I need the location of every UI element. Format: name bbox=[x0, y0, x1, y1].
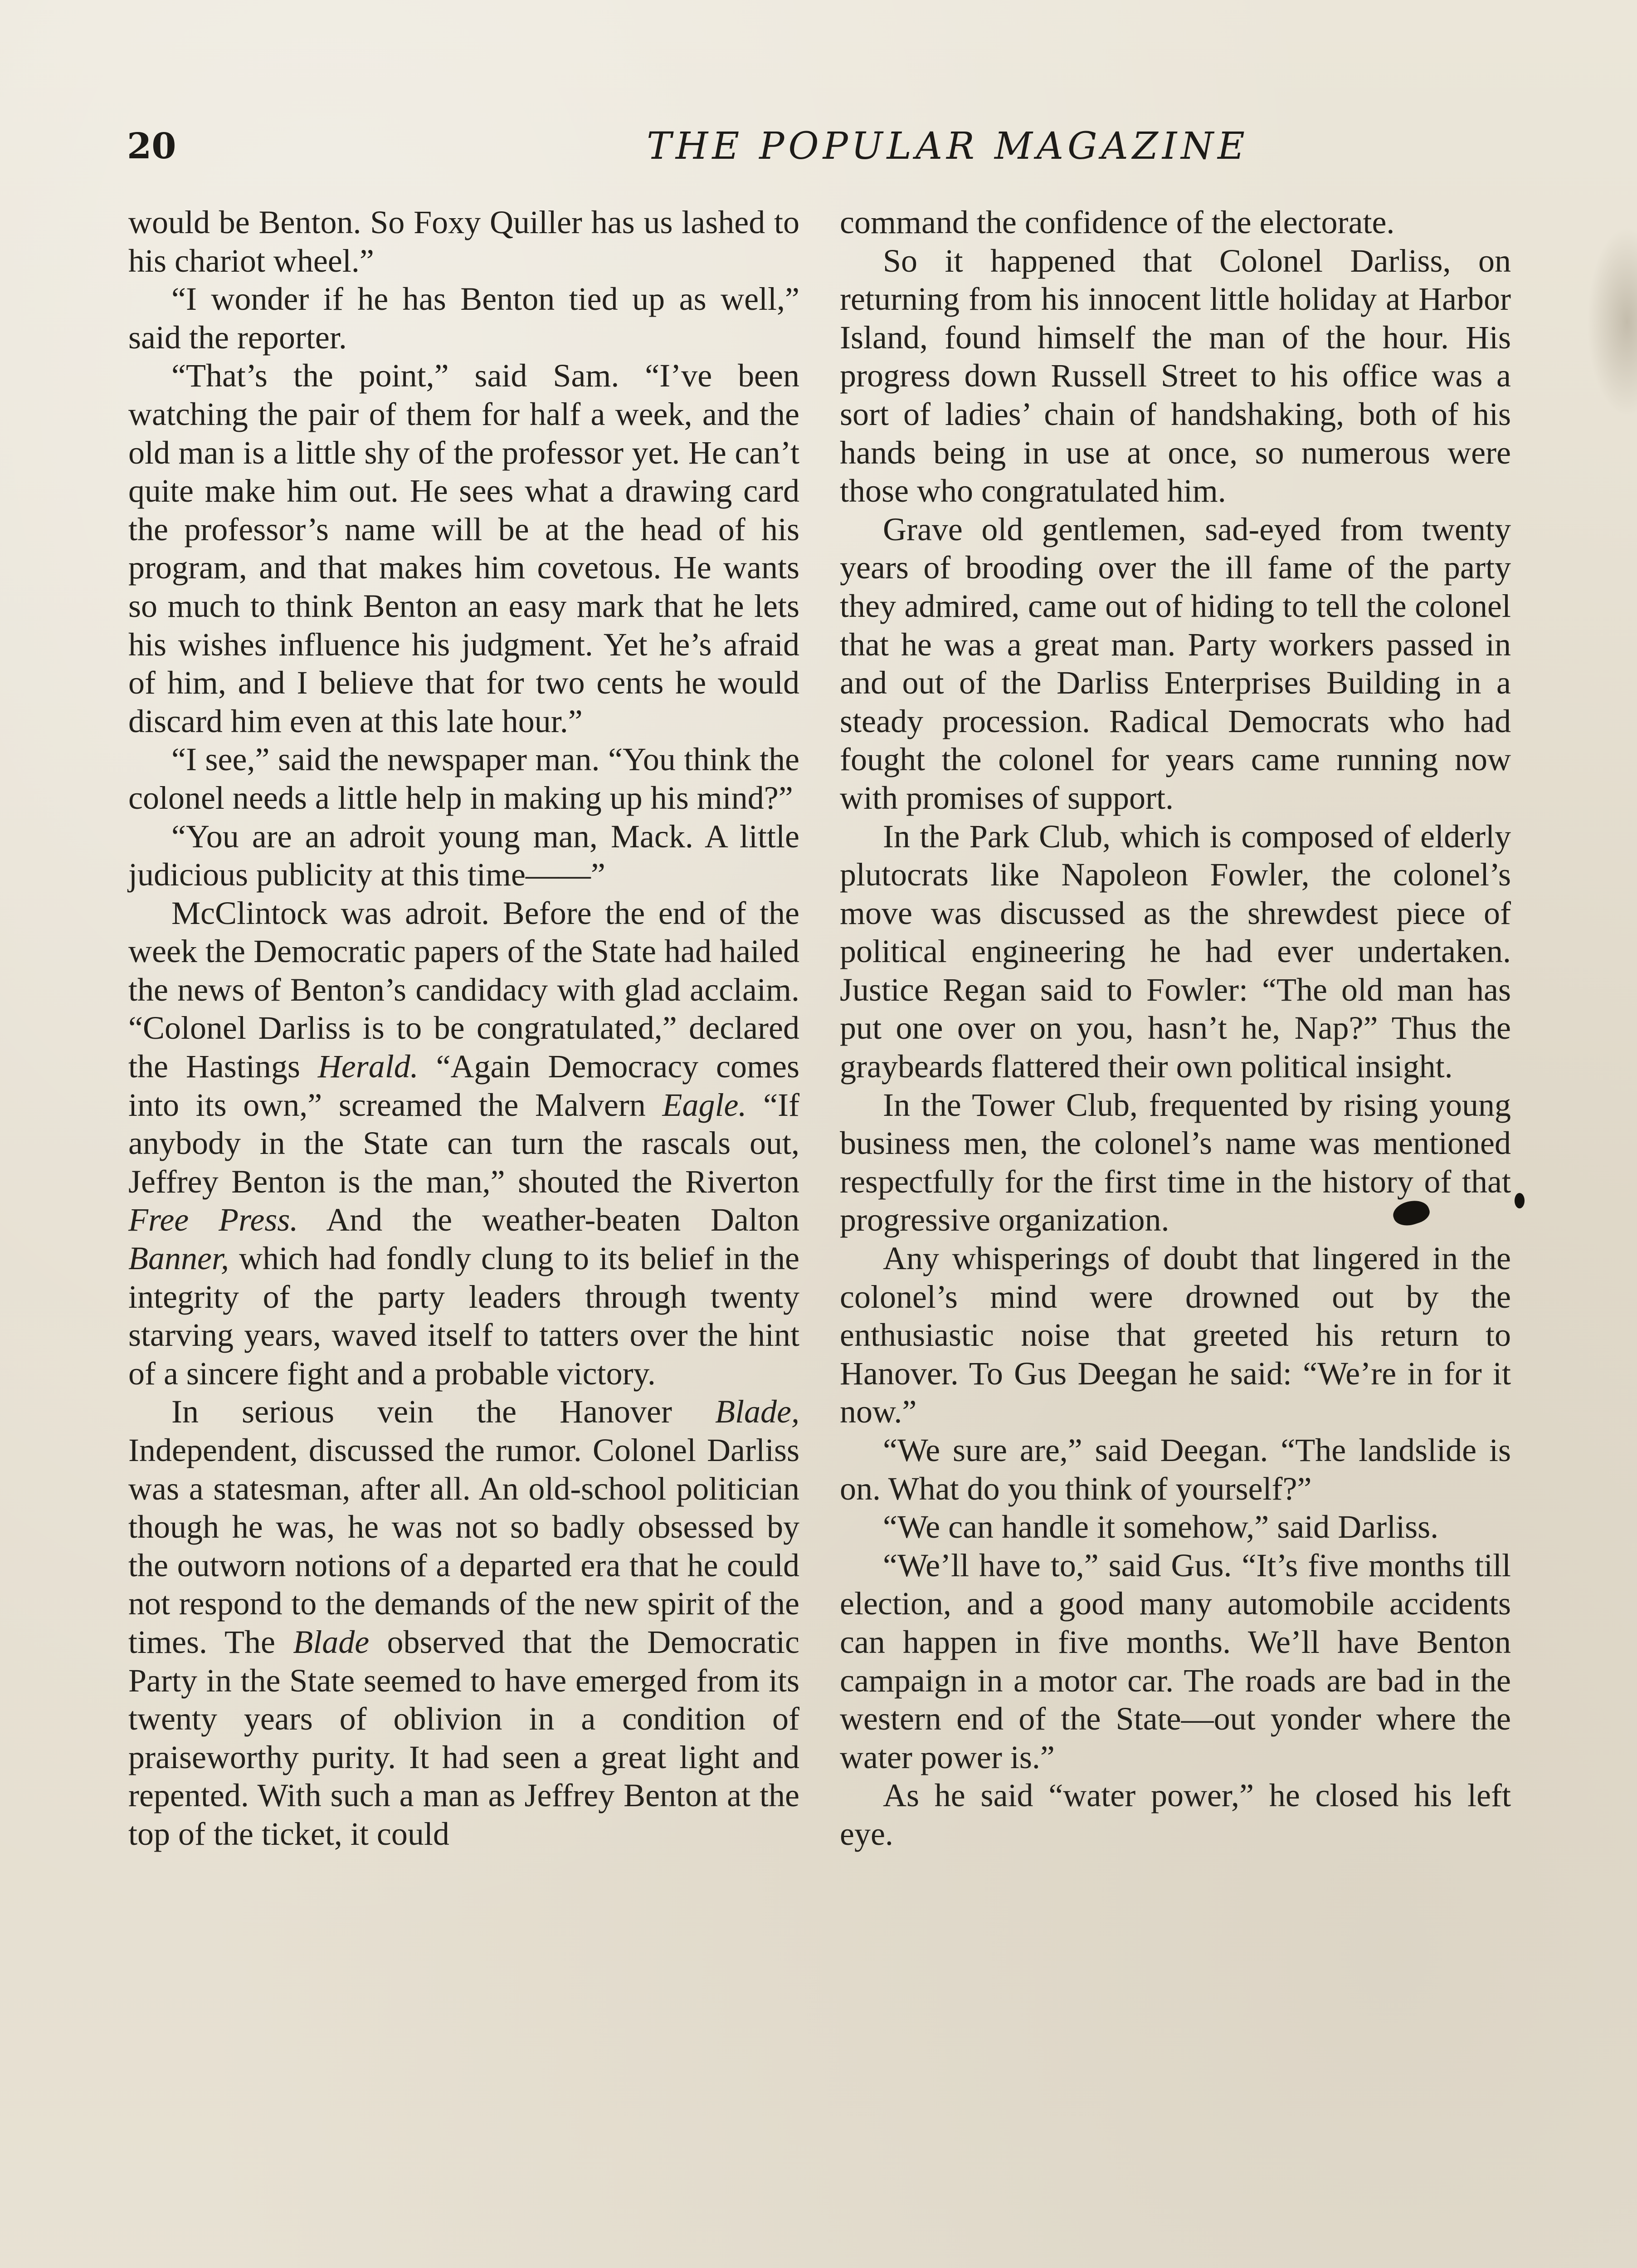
text-run: “Again Democracy comes into its own,” screamed the Malvern bbox=[128, 1048, 799, 1123]
paragraph: Grave old gentlemen, sad-eyed from twenty years of brooding over the ill fame of the party they admired, came out of hiding to tell the colonel that he was a great man. Party workers passed in and out of the Darliss Enterprises Building in a steady procession. Radical Democrats who had fought the colonel for years came running now with promises of support. bbox=[840, 511, 1511, 816]
paragraph: So it happened that Colonel Darliss, on returning from his innocent little holiday at Harbor Island, found himself the man of the hour. His progress down Russell Street to his office was a sort of ladies’ chain of handshaking, both of his hands being in use at once, so numerous were those who congratulated him. bbox=[840, 242, 1511, 509]
paragraph: command the confidence of the electorate. bbox=[840, 204, 1395, 240]
paragraph: Any whisperings of doubt that lingered in the colonel’s mind were drowned out by the enthusiastic noise that greeted his return to Hanover. To Gus Deegan he said: “We’re in for it now.” bbox=[840, 1240, 1511, 1430]
ink-speck bbox=[1515, 1193, 1525, 1208]
paragraph: “We sure are,” said Deegan. “The landslide is on. What do you think of yourself?” bbox=[840, 1432, 1511, 1507]
text-run: observed that the Democratic Party in the State seemed to have emerged from its twenty years of oblivion in a condition of praiseworthy purity. It had seen a great light and repented. With such a man as Jeffrey Benton at the top of the ticket, it could bbox=[128, 1623, 799, 1852]
text-run: McClintock was adroit. Before the end of the week the Democratic papers of the State had hailed the news of Benton’s candidacy with glad acclaim. “Colonel Darliss is to be congratulated,” declared the Hastings bbox=[128, 894, 799, 1085]
text-run: And the weather-beaten Dalton bbox=[298, 1202, 799, 1238]
italic-title: Blade bbox=[293, 1623, 370, 1660]
page-number: 20 bbox=[127, 126, 176, 167]
text-run: In serious vein the Hanover bbox=[171, 1393, 716, 1430]
text-run: which had fondly clung to its belief in the integrity of the party leaders through twenty starving years, waved itself to tatters over the hint of a sincere fight and a probable victory. bbox=[128, 1240, 799, 1392]
italic-title: Blade, bbox=[715, 1393, 799, 1430]
italic-title: Free Press. bbox=[128, 1202, 298, 1238]
left-column bbox=[128, 203, 799, 1853]
paragraph: In the Park Club, which is composed of elderly plutocrats like Napoleon Fowler, the colonel’s move was discussed as the shrewdest piece of political engineering he had ever undertaken. Justice Regan said to Fowler: “The old man has put one over on you, hasn’t he, Nap?” Thus the graybeards flattered their own political insight. bbox=[840, 818, 1511, 1085]
paragraph: “We can handle it somehow,” said Darliss. bbox=[883, 1509, 1439, 1545]
text-run: “If anybody in the State can turn the rascals out, Jeffrey Benton is the man,” shouted the Riverton bbox=[128, 1086, 799, 1200]
paragraph: In the Tower Club, frequented by rising young business men, the colonel’s name was mentioned respectfully for the first time in the history of that progressive organization. bbox=[840, 1086, 1511, 1238]
italic-title: Eagle. bbox=[662, 1086, 747, 1123]
italic-title: Herald. bbox=[317, 1048, 419, 1085]
paragraph: “I see,” said the newspaper man. “You think the colonel needs a little help in making up his mind?” bbox=[128, 741, 799, 816]
running-title: THE POPULAR MAGAZINE bbox=[647, 125, 1249, 168]
paragraph: As he said “water power,” he closed his left eye. bbox=[840, 1777, 1511, 1852]
paragraph: would be Benton. So Foxy Quiller has us lashed to his chariot wheel.” bbox=[128, 204, 799, 279]
paragraph: “You are an adroit young man, Mack. A little judicious publicity at this time——” bbox=[128, 818, 799, 893]
text-run: Independent, discussed the rumor. Colonel Darliss was a statesman, after all. An old-school politician though he was, he was not so badly obsessed by the outworn notions of a departed era that he could not respond to the demands of the new spirit of the times. The bbox=[128, 1432, 799, 1660]
paragraph: “I wonder if he has Benton tied up as well,” said the reporter. bbox=[128, 281, 799, 356]
paragraph bbox=[128, 1393, 799, 1853]
paragraph: “We’ll have to,” said Gus. “It’s five months till election, and a good many automobile accidents can happen in five months. We’ll have Benton campaign in a motor car. The roads are bad in the western end of the State—out yonder where the water power is.” bbox=[840, 1547, 1511, 1775]
italic-title: Banner, bbox=[128, 1240, 229, 1277]
paragraph: “That’s the point,” said Sam. “I’ve been watching the pair of them for half a week, and the old man is a little shy of the professor yet. He can’t quite make him out. He sees what a drawing card the professor’s name will be at the head of his program, and that makes him covetous. He wants so much to think Benton an easy mark that he lets his wishes influence his judgment. Yet he’s afraid of him, and I believe that for two cents he would discard him even at this late hour.” bbox=[128, 357, 799, 739]
paragraph bbox=[128, 894, 799, 1393]
page-header bbox=[127, 122, 1524, 171]
right-column bbox=[840, 203, 1511, 1853]
paper-stain bbox=[1587, 227, 1637, 417]
